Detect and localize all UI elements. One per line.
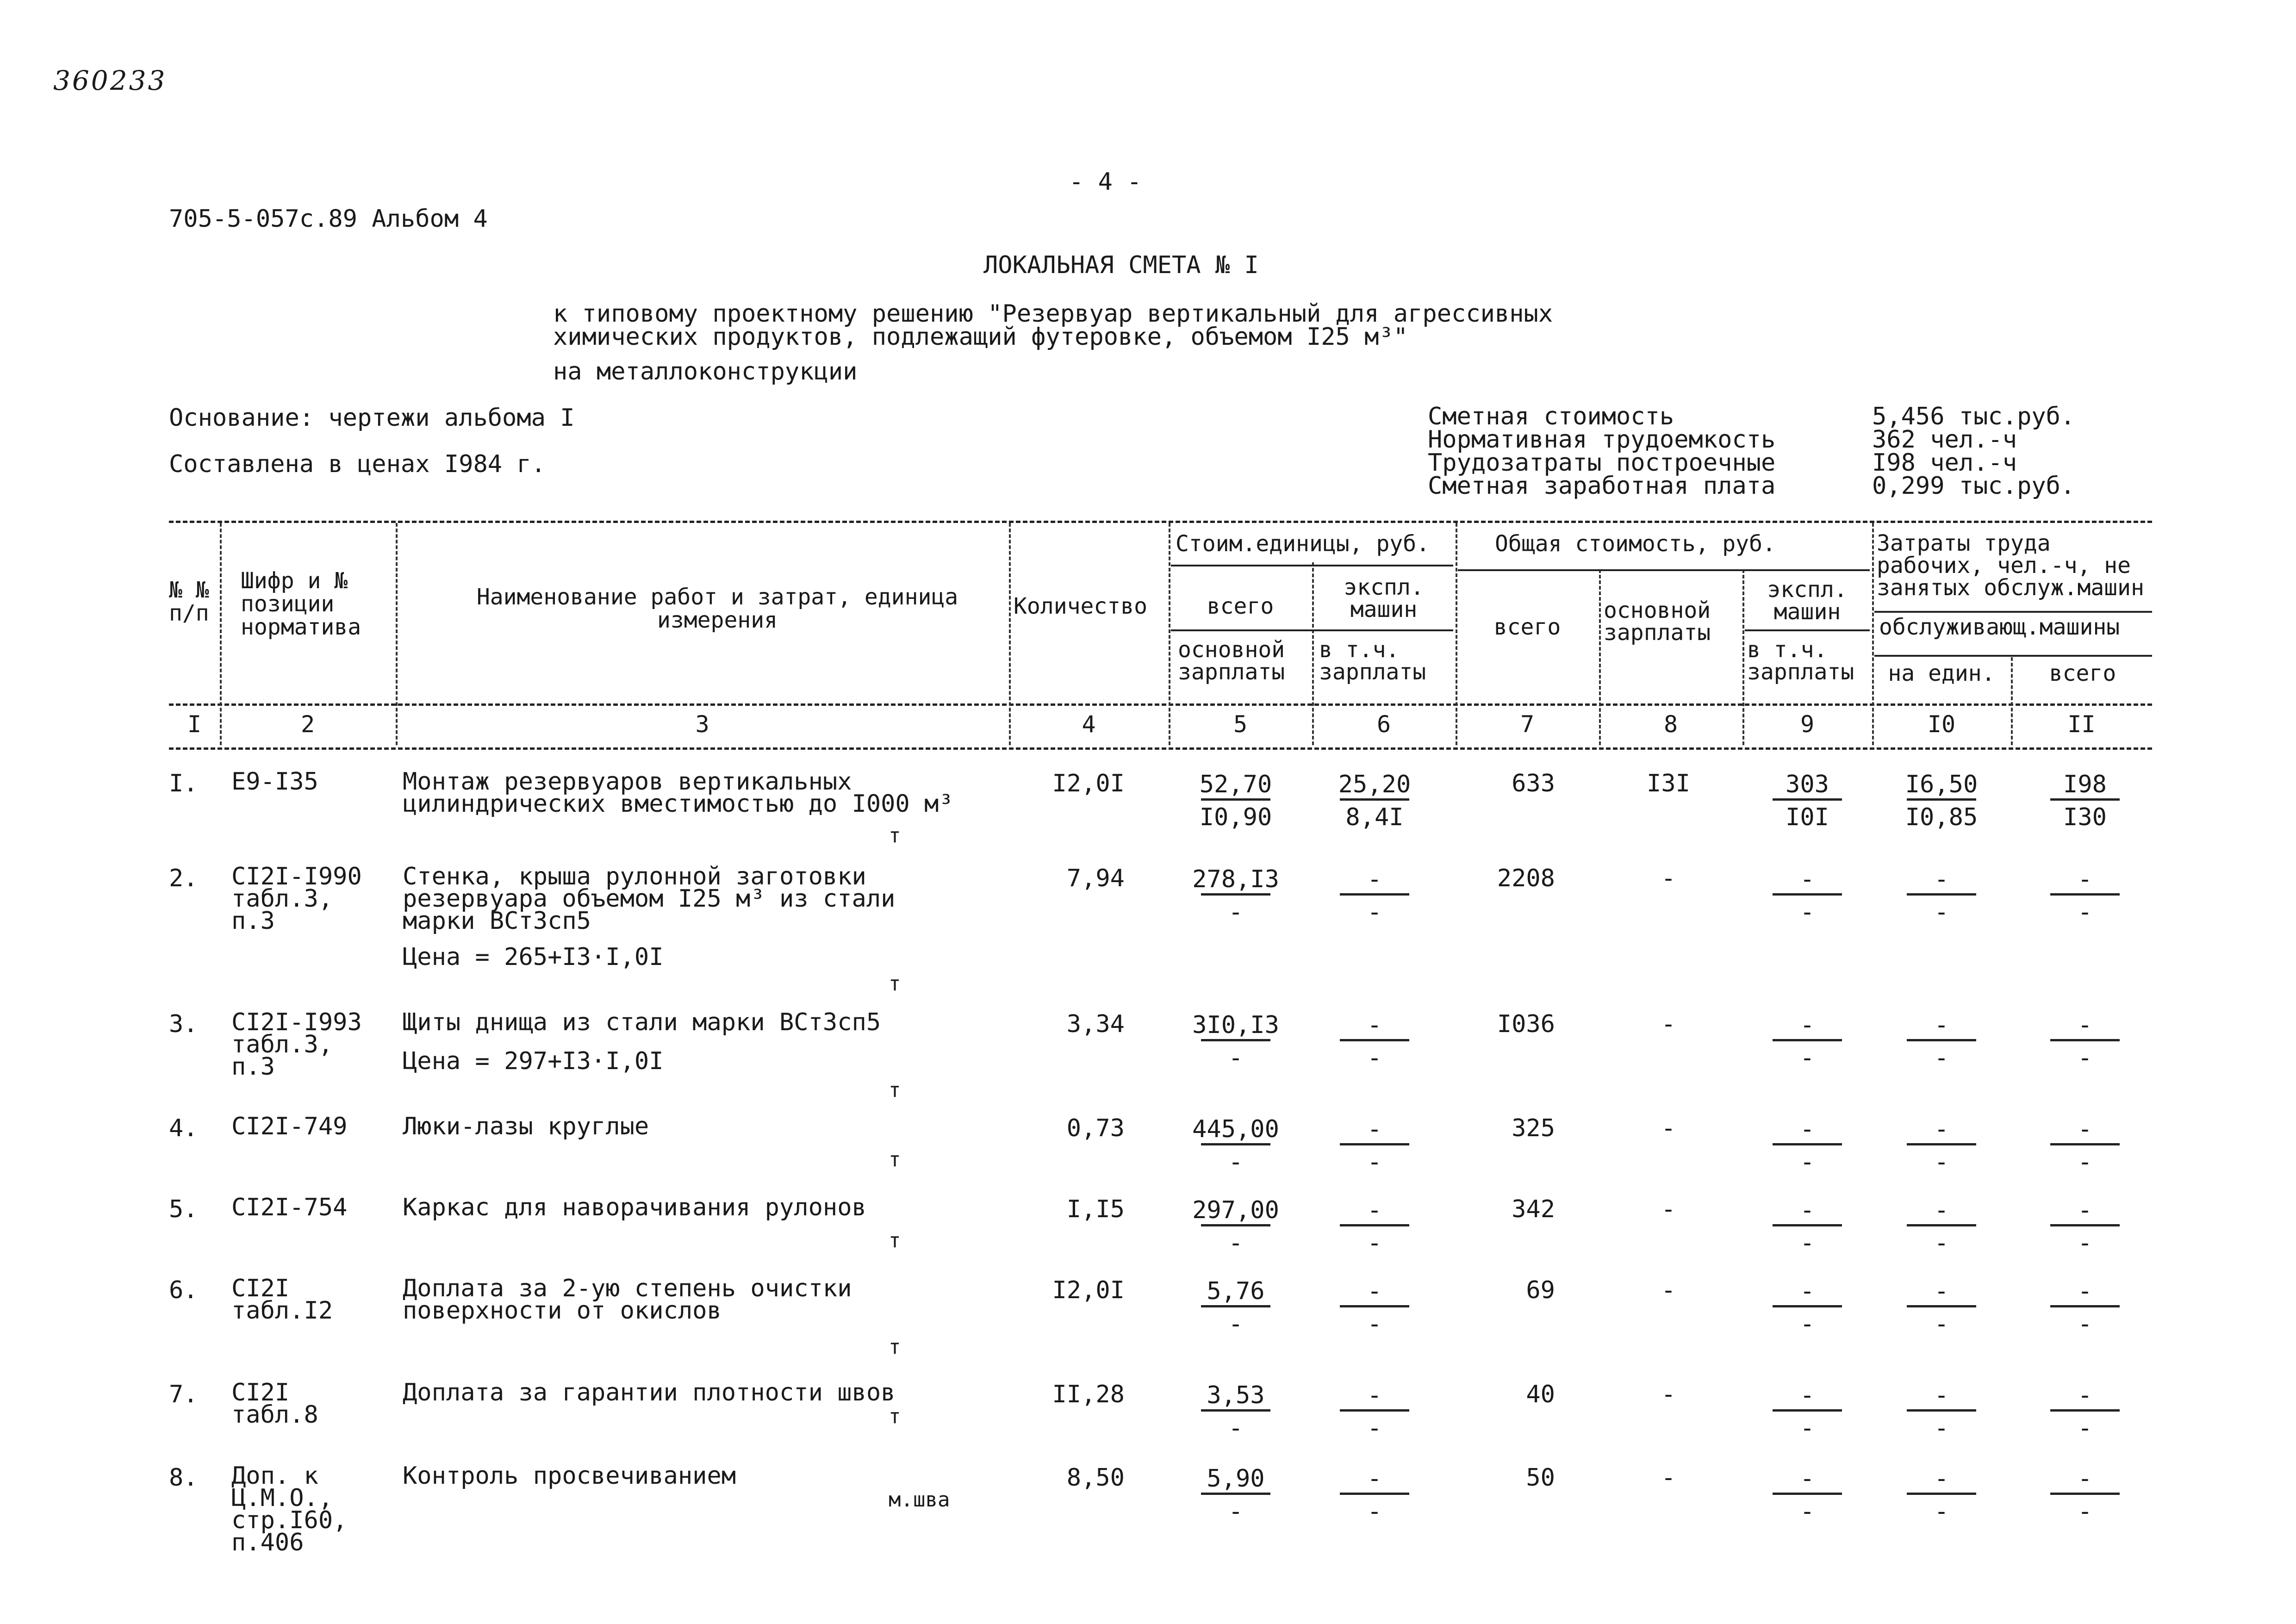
unit-machines-bottom: - <box>1367 1414 1382 1442</box>
subtitle-line-2: химических продуктов, подлежащий футеровке, объемом I25 м³" <box>553 323 1408 351</box>
unit-cost-top: 297,00 <box>1192 1196 1279 1224</box>
col-divider <box>396 523 398 745</box>
unit-machines-bottom: - <box>1367 1229 1382 1257</box>
unit-cost-bar <box>1201 1409 1270 1412</box>
unit-cost-bar <box>1201 1305 1270 1307</box>
header-sub-rule <box>1745 629 1870 631</box>
labor-per-unit-bottom: - <box>1934 1229 1949 1257</box>
row-base-wage: - <box>1661 1464 1676 1492</box>
column-number: II <box>2067 711 2096 738</box>
total-machines-bar <box>1773 1409 1842 1412</box>
total-machines-bottom: - <box>1800 1498 1815 1525</box>
row-base-wage: - <box>1661 1195 1676 1223</box>
total-machines-top: - <box>1800 1465 1815 1493</box>
labor-per-unit-bar <box>1907 1409 1976 1412</box>
unit-cost-bottom: - <box>1228 898 1243 926</box>
row-number: 8. <box>169 1464 198 1492</box>
header-unit-incl-wage: в т.ч. зарплаты <box>1319 637 1426 685</box>
row-quantity: II,28 <box>1052 1381 1125 1408</box>
unit-machines-bar <box>1340 1409 1409 1412</box>
header-bottom-rule <box>169 703 2152 706</box>
row-base-wage: - <box>1661 1114 1676 1142</box>
row-total-cost: 325 <box>1512 1114 1555 1142</box>
header-labor-total: всего <box>2049 660 2116 686</box>
labor-total-bottom: - <box>2078 1229 2092 1257</box>
unit-cost-bottom: - <box>1228 1310 1243 1338</box>
unit-machines-cell <box>1317 1465 1432 1525</box>
labor-total-bottom: - <box>2078 1310 2092 1338</box>
labor-per-unit-bar <box>1907 893 1976 896</box>
labor-per-unit-bar <box>1907 1493 1976 1495</box>
column-number: 2 <box>300 711 315 738</box>
row-base-wage: - <box>1661 1276 1676 1304</box>
unit-machines-top: 25,20 <box>1338 771 1411 798</box>
labor-total-bottom: - <box>2078 1044 2092 1072</box>
row-unit: т <box>889 1078 901 1102</box>
unit-machines-top: - <box>1367 1115 1382 1143</box>
unit-cost-bottom: - <box>1228 1044 1243 1072</box>
labor-total-cell <box>2027 771 2143 831</box>
unit-cost-cell <box>1178 1115 1294 1176</box>
labor-per-unit-top: - <box>1934 865 1949 893</box>
row-unit: т <box>889 1405 901 1428</box>
labor-per-unit-cell <box>1884 1277 1999 1338</box>
unit-machines-top: - <box>1367 1196 1382 1224</box>
labor-total-bottom: - <box>2078 898 2092 926</box>
unit-machines-bottom: - <box>1367 1310 1382 1338</box>
document-title: ЛОКАЛЬНАЯ СМЕТА № I <box>983 251 1259 279</box>
row-unit: м.шва <box>889 1488 950 1512</box>
handwritten-archive-number: 360233 <box>53 65 167 96</box>
unit-machines-bar <box>1340 798 1409 801</box>
total-machines-bar <box>1773 1039 1842 1041</box>
header-labor-service: обслуживающ.машины <box>1879 614 2120 640</box>
unit-cost-bottom: - <box>1228 1498 1243 1525</box>
row-price-formula: Цена = 297+I3·I,0I <box>403 1047 664 1075</box>
unit-machines-bottom: - <box>1367 1148 1382 1176</box>
labor-per-unit-top: - <box>1934 1381 1949 1409</box>
row-total-cost: 40 <box>1526 1381 1555 1408</box>
total-machines-bar <box>1773 893 1842 896</box>
row-code: Доп. к Ц.М.О., стр.I60, п.406 <box>231 1462 348 1556</box>
total-machines-bottom: I0I <box>1786 803 1829 831</box>
labor-total-bottom: - <box>2078 1498 2092 1525</box>
total-machines-bottom: - <box>1800 1044 1815 1072</box>
unit-machines-cell <box>1317 771 1432 831</box>
row-total-cost: 342 <box>1512 1195 1555 1223</box>
unit-machines-top: - <box>1367 1465 1382 1493</box>
summary-value: 0,299 тыс.руб. <box>1872 472 2075 500</box>
labor-per-unit-bar <box>1907 1143 1976 1145</box>
header-total-incl-wage: в т.ч. зарплаты <box>1747 637 1854 685</box>
labor-total-cell <box>2027 1011 2143 1072</box>
unit-machines-bar <box>1340 1493 1409 1495</box>
labor-total-bar <box>2050 1305 2120 1307</box>
labor-per-unit-cell <box>1884 1381 1999 1442</box>
unit-cost-bar <box>1201 1224 1270 1226</box>
header-col-qty: Количество <box>1014 593 1147 619</box>
labor-total-top: - <box>2078 1115 2092 1143</box>
labor-total-cell <box>2027 1465 2143 1525</box>
column-number: 8 <box>1663 711 1678 738</box>
total-machines-bottom: - <box>1800 1414 1815 1442</box>
labor-total-cell <box>2027 1196 2143 1257</box>
page-number: - 4 - <box>1069 168 1142 196</box>
basis-text: Основание: чертежи альбома I <box>169 404 575 432</box>
unit-machines-cell <box>1317 1277 1432 1338</box>
row-name: Монтаж резервуаров вертикальных цилиндрических вместимостью до I000 м³ <box>403 768 953 818</box>
col-divider <box>1009 523 1011 745</box>
labor-total-bar <box>2050 893 2120 896</box>
unit-cost-cell <box>1178 1381 1294 1442</box>
labor-total-bar <box>2050 1224 2120 1226</box>
total-machines-top: - <box>1800 1011 1815 1039</box>
unit-cost-top: 5,76 <box>1207 1277 1265 1305</box>
total-machines-bar <box>1773 1224 1842 1226</box>
labor-per-unit-top: I6,50 <box>1905 771 1978 798</box>
summary-value: 362 чел.-ч <box>1872 426 2017 454</box>
total-machines-bar <box>1773 1143 1842 1145</box>
row-number: 7. <box>169 1381 198 1408</box>
labor-total-top: I98 <box>2063 771 2107 798</box>
row-total-cost: 2208 <box>1497 865 1555 892</box>
column-number: 6 <box>1376 711 1391 738</box>
unit-cost-cell <box>1178 1011 1294 1072</box>
row-code: СI2I-I990 табл.3, п.3 <box>231 863 362 935</box>
summary-label: Трудозатраты построечные <box>1428 449 1776 477</box>
row-name: Доплата за 2-ую степень очистки поверхности от окислов <box>403 1275 852 1325</box>
header-sub-rule <box>1874 655 2152 657</box>
total-machines-bottom: - <box>1800 898 1815 926</box>
labor-per-unit-bottom: - <box>1934 1310 1949 1338</box>
row-base-wage: - <box>1661 1010 1676 1038</box>
row-name: Каркас для наворачивания рулонов <box>403 1194 866 1221</box>
labor-total-top: - <box>2078 1465 2092 1493</box>
header-unit-base-wage: основной зарплаты <box>1178 637 1285 685</box>
unit-cost-top: 3I0,I3 <box>1192 1011 1279 1039</box>
labor-per-unit-bottom: - <box>1934 1414 1949 1442</box>
row-code: СI2I-749 <box>231 1113 348 1140</box>
total-machines-cell <box>1749 1277 1865 1338</box>
document-code: 705-5-057с.89 Альбом 4 <box>169 205 488 233</box>
summary-label: Нормативная трудоемкость <box>1428 426 1776 454</box>
total-machines-bar <box>1773 798 1842 801</box>
row-name: Люки-лазы круглые <box>403 1113 649 1140</box>
row-total-cost: 633 <box>1512 770 1555 797</box>
unit-machines-cell <box>1317 1011 1432 1072</box>
column-number: I0 <box>1927 711 1956 738</box>
labor-total-bar <box>2050 1409 2120 1412</box>
row-name: Щиты днища из стали марки ВСт3сп5 <box>403 1008 881 1036</box>
total-machines-bottom: - <box>1800 1310 1815 1338</box>
unit-cost-bottom: - <box>1228 1148 1243 1176</box>
column-number: 5 <box>1233 711 1248 738</box>
unit-machines-bottom: - <box>1367 1498 1382 1525</box>
row-code: СI2I-I993 табл.3, п.3 <box>231 1008 362 1081</box>
col-divider <box>1872 523 1874 745</box>
labor-per-unit-bottom: - <box>1934 898 1949 926</box>
labor-per-unit-bottom: - <box>1934 1044 1949 1072</box>
subtitle-line-1: к типовому проектному решению "Резервуар вертикальный для агрессивных <box>553 300 1553 328</box>
unit-machines-bottom: - <box>1367 898 1382 926</box>
labor-total-cell <box>2027 1115 2143 1176</box>
row-base-wage: - <box>1661 1381 1676 1408</box>
row-total-cost: 69 <box>1526 1276 1555 1304</box>
labor-per-unit-cell <box>1884 771 1999 831</box>
header-unit-total: всего <box>1207 593 1274 619</box>
header-total-machines: экспл. машин <box>1767 577 1848 625</box>
column-number: I <box>187 711 202 738</box>
unit-machines-top: - <box>1367 1381 1382 1409</box>
total-machines-cell <box>1749 1011 1865 1072</box>
unit-machines-bar <box>1340 1143 1409 1145</box>
labor-per-unit-bar <box>1907 1224 1976 1226</box>
labor-total-bar <box>2050 798 2120 801</box>
unit-cost-bottom: - <box>1228 1229 1243 1257</box>
summary-value: 5,456 тыс.руб. <box>1872 403 2075 430</box>
header-total-base-wage: основной зарплаты <box>1604 597 1711 646</box>
labor-total-top: - <box>2078 865 2092 893</box>
row-total-cost: 50 <box>1526 1464 1555 1492</box>
labor-per-unit-top: - <box>1934 1196 1949 1224</box>
row-code: СI2I табл.8 <box>231 1379 318 1429</box>
labor-total-cell <box>2027 1277 2143 1338</box>
row-price-formula: Цена = 265+I3·I,0I <box>403 943 664 971</box>
labor-total-bar <box>2050 1143 2120 1145</box>
unit-machines-bar <box>1340 1039 1409 1041</box>
total-machines-top: - <box>1800 865 1815 893</box>
unit-cost-bottom: I0,90 <box>1199 803 1272 831</box>
row-unit: т <box>889 1335 901 1359</box>
row-name: Доплата за гарантии плотности швов <box>403 1379 896 1406</box>
row-code: СI2I-754 <box>231 1194 348 1221</box>
row-unit: т <box>889 1148 901 1171</box>
row-base-wage: I3I <box>1647 770 1690 797</box>
row-unit: т <box>889 1229 901 1252</box>
unit-cost-bar <box>1201 798 1270 801</box>
header-unit-machines: экспл. машин <box>1344 574 1424 622</box>
total-machines-cell <box>1749 1465 1865 1525</box>
unit-machines-cell <box>1317 1196 1432 1257</box>
total-machines-cell <box>1749 1196 1865 1257</box>
header-total-cost: Общая стоимость, руб. <box>1495 531 1776 557</box>
header-labor: Затраты труда рабочих, чел.-ч, не занятых обслуж.машин <box>1877 530 2144 601</box>
labor-per-unit-cell <box>1884 1011 1999 1072</box>
header-top-rule <box>169 521 2152 523</box>
summary-label: Сметная заработная плата <box>1428 472 1776 500</box>
row-quantity: I,I5 <box>1066 1195 1125 1223</box>
column-number: 3 <box>695 711 709 738</box>
column-numbers-rule <box>169 747 2152 750</box>
unit-machines-bar <box>1340 893 1409 896</box>
row-quantity: 7,94 <box>1066 865 1125 892</box>
total-machines-bottom: - <box>1800 1148 1815 1176</box>
labor-per-unit-cell <box>1884 1465 1999 1525</box>
total-machines-bottom: - <box>1800 1229 1815 1257</box>
total-machines-top: - <box>1800 1277 1815 1305</box>
unit-cost-bar <box>1201 1493 1270 1495</box>
total-machines-cell <box>1749 1115 1865 1176</box>
row-name: Контроль просвечиванием <box>403 1462 736 1490</box>
header-sub-rule <box>1874 611 2152 613</box>
total-machines-top: 303 <box>1786 771 1829 798</box>
labor-total-cell <box>2027 1381 2143 1442</box>
row-number: I. <box>169 770 198 797</box>
unit-machines-top: - <box>1367 1277 1382 1305</box>
unit-cost-top: 445,00 <box>1192 1115 1279 1143</box>
unit-machines-top: - <box>1367 1011 1382 1039</box>
labor-total-top: - <box>2078 1011 2092 1039</box>
col-divider <box>1456 523 1457 745</box>
row-number: 5. <box>169 1195 198 1223</box>
column-number: 9 <box>1800 711 1815 738</box>
unit-cost-cell <box>1178 1277 1294 1338</box>
summary-value: I98 чел.-ч <box>1872 449 2017 477</box>
unit-cost-top: 5,90 <box>1207 1465 1265 1493</box>
row-number: 3. <box>169 1010 198 1038</box>
labor-per-unit-top: - <box>1934 1011 1949 1039</box>
row-number: 6. <box>169 1276 198 1304</box>
labor-per-unit-bar <box>1907 1039 1976 1041</box>
row-unit: т <box>889 972 901 996</box>
row-quantity: 8,50 <box>1066 1464 1125 1492</box>
unit-cost-bar <box>1201 1143 1270 1145</box>
labor-total-top: - <box>2078 1196 2092 1224</box>
total-machines-bar <box>1773 1493 1842 1495</box>
unit-machines-bottom: - <box>1367 1044 1382 1072</box>
unit-cost-cell <box>1178 771 1294 831</box>
unit-cost-cell <box>1178 1196 1294 1257</box>
unit-cost-top: 3,53 <box>1207 1381 1265 1409</box>
labor-per-unit-cell <box>1884 1115 1999 1176</box>
header-sub-rule <box>1458 569 1870 571</box>
unit-cost-bar <box>1201 1039 1270 1041</box>
row-name: Стенка, крыша рулонной заготовки резервуара объемом I25 м³ из стали марки ВСт3сп5 <box>403 863 896 935</box>
subtitle-line-3: на металлоконструкции <box>553 358 858 386</box>
row-number: 2. <box>169 865 198 892</box>
unit-machines-bottom: 8,4I <box>1345 803 1404 831</box>
row-code: СI2I табл.I2 <box>231 1275 333 1325</box>
labor-total-bottom: - <box>2078 1414 2092 1442</box>
header-col-code: Шифр и № позиции норматива <box>241 568 361 640</box>
total-machines-top: - <box>1800 1196 1815 1224</box>
unit-cost-top: 278,I3 <box>1192 865 1279 893</box>
row-unit: т <box>889 824 901 847</box>
header-sub-rule <box>1171 565 1453 566</box>
labor-total-bottom: I30 <box>2063 803 2107 831</box>
labor-per-unit-top: - <box>1934 1115 1949 1143</box>
labor-per-unit-bar <box>1907 1305 1976 1307</box>
row-total-cost: I036 <box>1497 1010 1555 1038</box>
header-sub-rule <box>1171 629 1453 631</box>
column-number: 7 <box>1520 711 1535 738</box>
row-code: Е9-I35 <box>231 768 318 796</box>
unit-machines-cell <box>1317 865 1432 926</box>
unit-cost-cell <box>1178 865 1294 926</box>
row-quantity: 3,34 <box>1066 1010 1125 1038</box>
unit-machines-bar <box>1340 1305 1409 1307</box>
total-machines-top: - <box>1800 1381 1815 1409</box>
total-machines-cell <box>1749 865 1865 926</box>
labor-per-unit-cell <box>1884 1196 1999 1257</box>
labor-per-unit-cell <box>1884 865 1999 926</box>
price-base-text: Составлена в ценах I984 г. <box>169 450 546 478</box>
labor-per-unit-top: - <box>1934 1277 1949 1305</box>
header-unit-cost: Стоим.единицы, руб. <box>1176 531 1430 557</box>
unit-cost-bottom: - <box>1228 1414 1243 1442</box>
labor-total-top: - <box>2078 1277 2092 1305</box>
labor-total-bar <box>2050 1493 2120 1495</box>
unit-cost-bar <box>1201 893 1270 896</box>
row-number: 4. <box>169 1114 198 1142</box>
unit-machines-top: - <box>1367 865 1382 893</box>
labor-per-unit-bar <box>1907 798 1976 801</box>
labor-per-unit-top: - <box>1934 1465 1949 1493</box>
header-col-num: № № п/п <box>169 577 209 626</box>
summary-label: Сметная стоимость <box>1428 403 1674 430</box>
column-number: 4 <box>1082 711 1096 738</box>
total-machines-bar <box>1773 1305 1842 1307</box>
labor-total-bottom: - <box>2078 1148 2092 1176</box>
unit-cost-cell <box>1178 1465 1294 1525</box>
unit-cost-top: 52,70 <box>1199 771 1272 798</box>
total-machines-cell <box>1749 771 1865 831</box>
total-machines-cell <box>1749 1381 1865 1442</box>
labor-total-top: - <box>2078 1381 2092 1409</box>
unit-machines-cell <box>1317 1115 1432 1176</box>
unit-machines-cell <box>1317 1381 1432 1442</box>
row-base-wage: - <box>1661 865 1676 892</box>
unit-machines-bar <box>1340 1224 1409 1226</box>
header-col-name: Наименование работ и затрат, единица измерения <box>476 584 958 633</box>
col-divider <box>220 523 222 745</box>
labor-per-unit-bottom: I0,85 <box>1905 803 1978 831</box>
row-quantity: I2,0I <box>1052 1276 1125 1304</box>
labor-per-unit-bottom: - <box>1934 1148 1949 1176</box>
labor-per-unit-bottom: - <box>1934 1498 1949 1525</box>
row-quantity: I2,0I <box>1052 770 1125 797</box>
col-divider <box>1169 523 1170 745</box>
header-total-all: всего <box>1493 614 1561 640</box>
labor-total-cell <box>2027 865 2143 926</box>
labor-total-bar <box>2050 1039 2120 1041</box>
row-quantity: 0,73 <box>1066 1114 1125 1142</box>
header-labor-per-unit: на един. <box>1888 660 1995 686</box>
total-machines-top: - <box>1800 1115 1815 1143</box>
